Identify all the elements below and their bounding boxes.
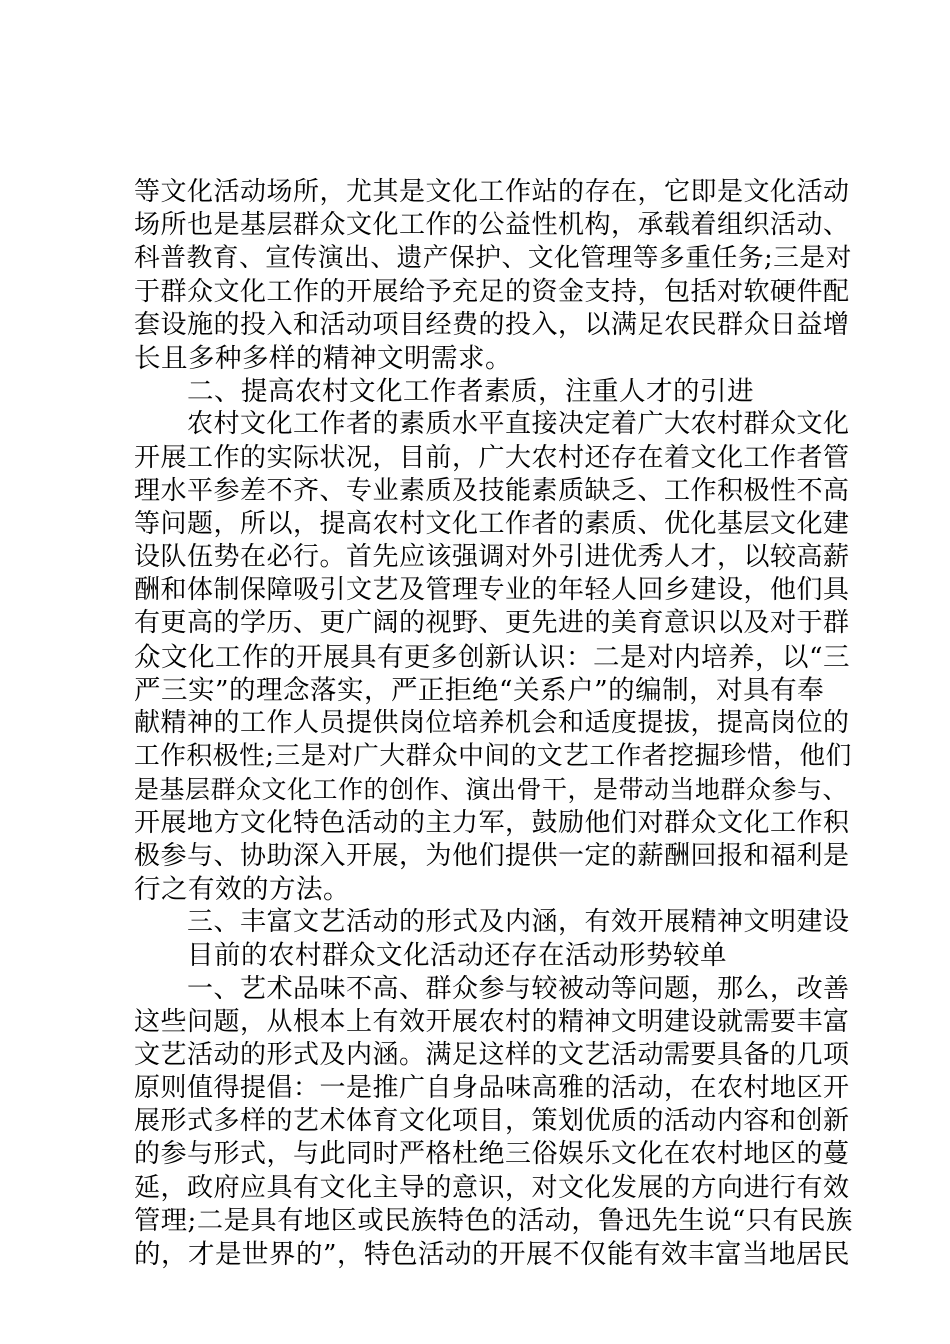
text-line: 开展工作的实际状况，目前，广大农村还存在着文化工作者管 <box>134 442 850 473</box>
text-line: 的参与形式，与此同时严格杜绝三俗娱乐文化在农村地区的蔓 <box>134 1139 850 1170</box>
text-line: 是基层群众文化工作的创作、演出骨干，是带动当地群众参与、 <box>134 775 849 805</box>
text-line: 极参与、协助深入开展，为他们提供一定的薪酬回报和福利是 <box>134 840 850 871</box>
text-line: 延，政府应具有文化主导的意识，对文化发展的方向进行有效 <box>134 1172 850 1203</box>
text-line: 开展地方文化特色活动的主力军，鼓励他们对群众文化工作积 <box>134 807 850 838</box>
text-line: 管理;二是具有地区或民族特色的活动，鲁迅先生说“只有民族 <box>134 1205 853 1236</box>
text-line: 行之有效的方法。 <box>134 873 350 905</box>
text-line: 工作积极性;三是对广大群众中间的文艺工作者挖掘珍惜，他们 <box>134 741 852 772</box>
text-line: 理水平参差不齐、专业素质及技能素质缺乏、工作积极性不高 <box>134 475 850 506</box>
text-line: 有更高的学历、更广阔的视野、更先进的美育意识以及对于群 <box>134 608 850 639</box>
text-line: 设队伍势在必行。首先应该强调对外引进优秀人才，以较高薪 <box>134 542 850 573</box>
text-line: 等文化活动场所，尤其是文化工作站的存在，它即是文化活动 <box>134 177 850 207</box>
text-line: 酬和体制保障吸引文艺及管理专业的年轻人回乡建设，他们具 <box>134 575 850 606</box>
text-line: 众文化工作的开展具有更多创新认识：二是对内培养，以“三 <box>134 641 851 673</box>
text-line: 目前的农村群众文化活动还存在活动形势较单 <box>187 940 727 972</box>
text-line: 长且多种多样的精神文明需求。 <box>134 342 512 374</box>
text-line: 科普教育、宣传演出、遗产保护、文化管理等多重任务;三是对 <box>134 243 852 274</box>
text-line: 场所也是基层群众文化工作的公益性机构，承载着组织活动、 <box>134 210 850 241</box>
text-line: 套设施的投入和活动项目经费的投入，以满足农民群众日益增 <box>134 309 850 340</box>
text-line: 的，才是世界的”，特色活动的开展不仅能有效丰富当地居民 <box>134 1239 851 1270</box>
text-line: 于群众文化工作的开展给予充足的资金支持，包括对软硬件配 <box>134 276 850 307</box>
text-line: 一、艺术品味不高、群众参与较被动等问题，那么，改善 <box>187 973 850 1004</box>
text-line: 三、丰富文艺活动的形式及内涵，有效开展精神文明建设 <box>187 907 850 938</box>
body-text <box>134 176 853 1271</box>
text-line: 文艺活动的形式及内涵。满足这样的文艺活动需要具备的几项 <box>134 1039 850 1070</box>
text-line: 展形式多样的艺术体育文化项目，策划优质的活动内容和创新 <box>134 1106 850 1137</box>
text-line: 献精神的工作人员提供岗位培养机会和适度提拔，提高岗位的 <box>134 708 850 738</box>
text-line: 二、提高农村文化工作者素质，注重人才的引进 <box>187 376 754 408</box>
text-line: 原则值得提倡：一是推广自身品味高雅的活动，在农村地区开 <box>134 1073 850 1104</box>
text-line: 这些问题，从根本上有效开展农村的精神文明建设就需要丰富 <box>134 1006 850 1037</box>
text-line: 严三实”的理念落实，严正拒绝“关系户”的编制，对具有奉 <box>134 674 825 706</box>
text-line: 农村文化工作者的素质水平直接决定着广大农村群众文化 <box>187 409 850 440</box>
text-line: 等问题，所以，提高农村文化工作者的素质、优化基层文化建 <box>134 508 850 539</box>
